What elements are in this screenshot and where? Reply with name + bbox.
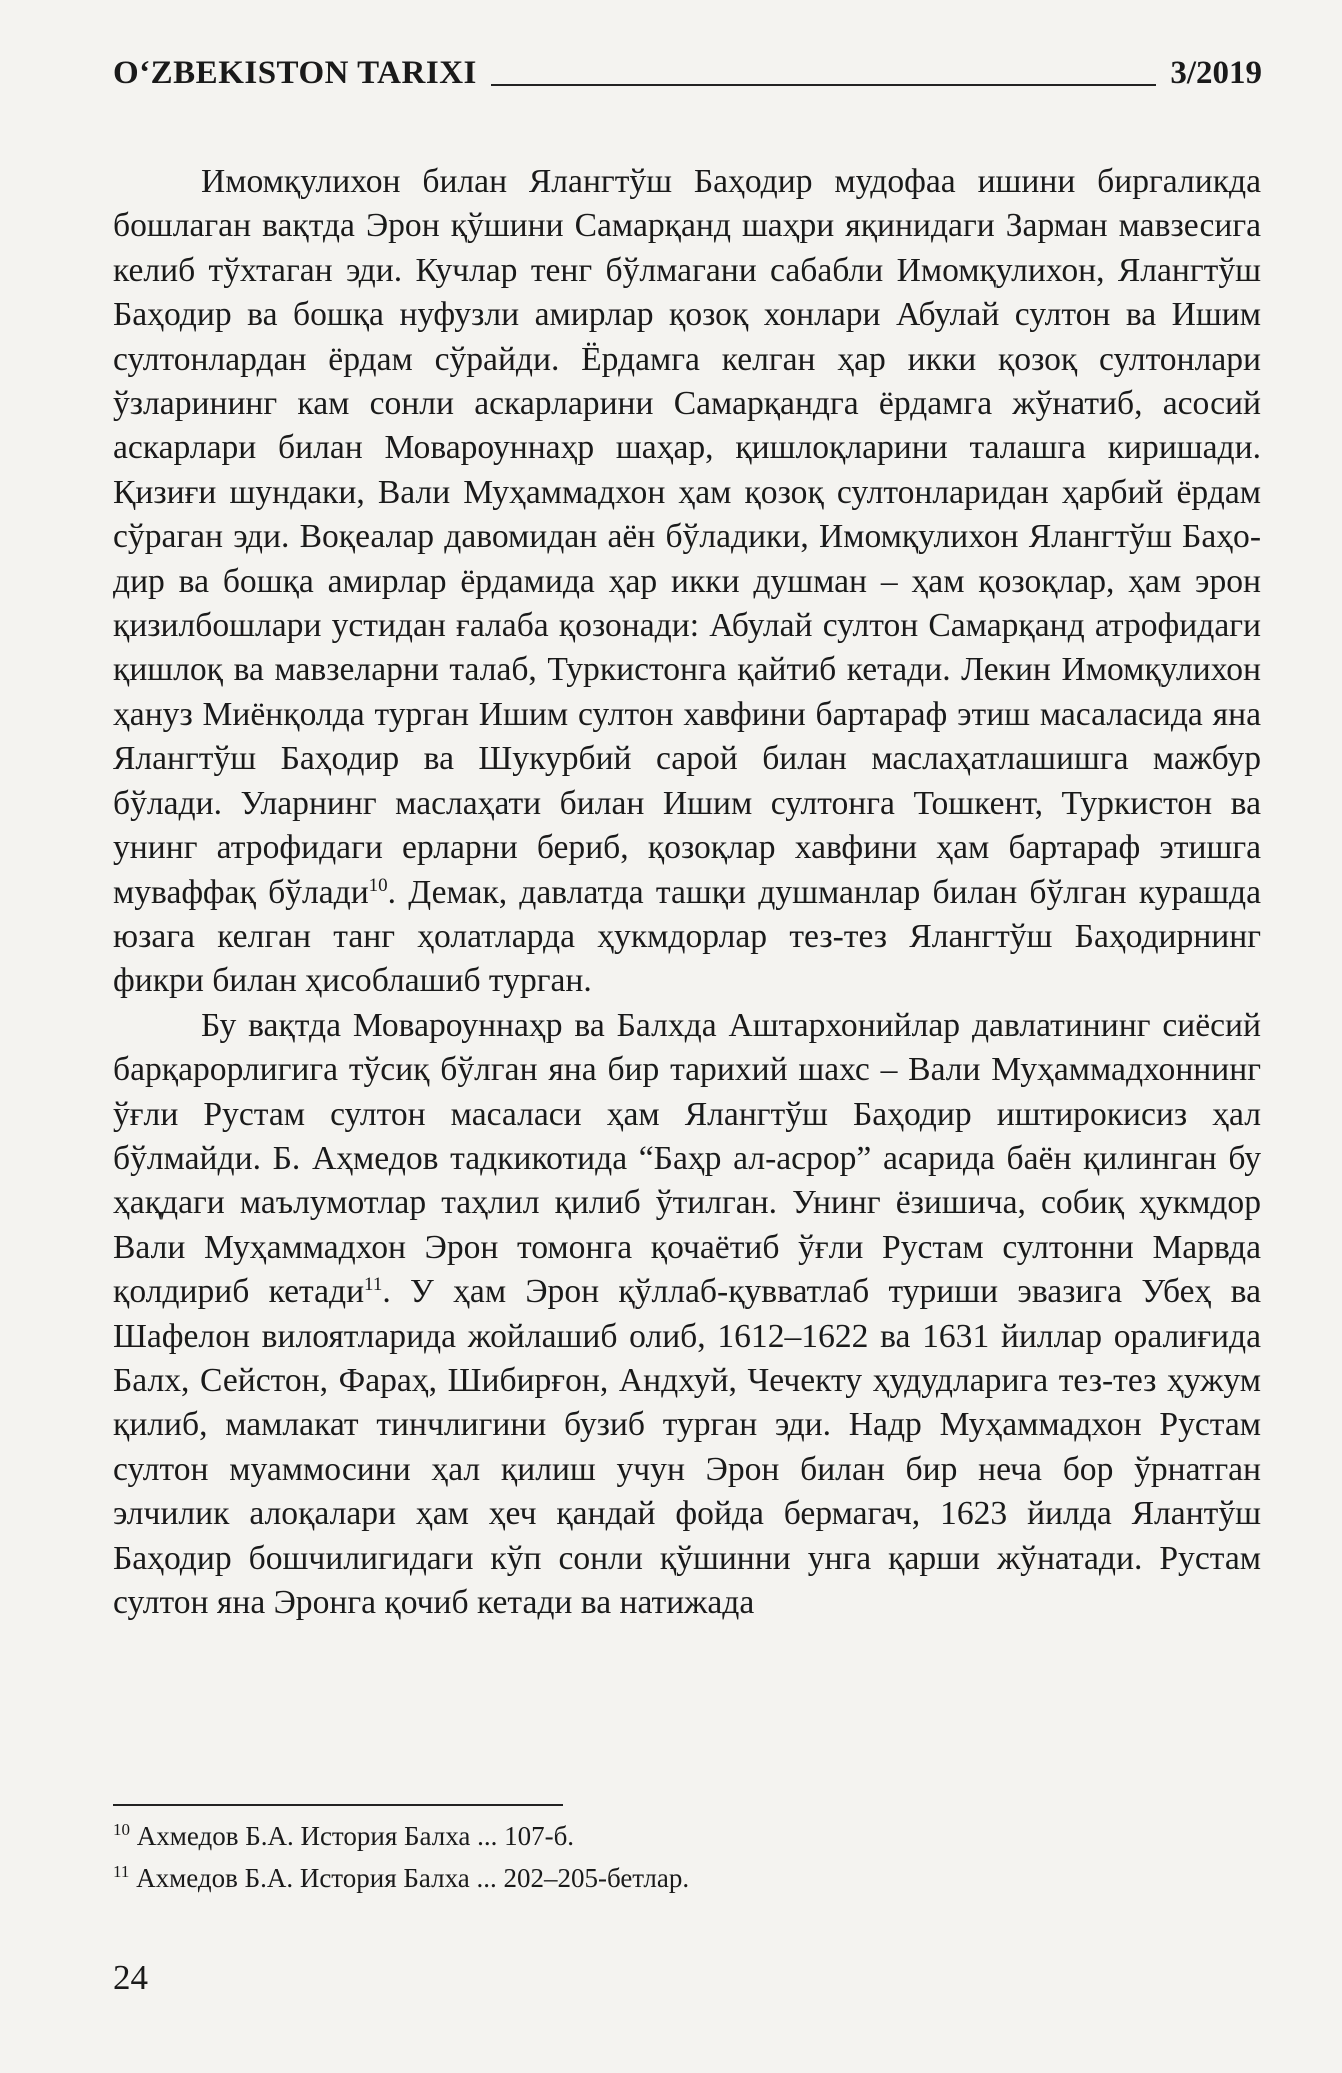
- journal-title: O‘ZBEKISTON TARIXI: [113, 55, 477, 91]
- footnote-separator: [113, 1804, 563, 1806]
- footnotes: [113, 1815, 1261, 1899]
- footnote-11: [113, 1857, 1261, 1899]
- issue-number: 3/2019: [1170, 55, 1262, 91]
- paragraph-2: [113, 1004, 1261, 1626]
- footnote-ref-11: 11: [364, 1273, 383, 1295]
- paragraph-1-text: Имомқулихон билан Ялангтўш Баҳодир мудофаа ишини биргаликда бошлаган вақтда Эрон қўшини Самарқанд шаҳри яқинидаги Зарман мавзесига келиб тўхтаган эди. Кучлар тенг бўлмагани сабабли Имомқулихон, Ялангтўш Баҳодир ва бошқа нуфузли амирлар қозоқ хонлари Абулай султон ва Ишим султонлардан ёрдам сўрайди. Ёрдамга келган ҳар икки қозоқ султонлари ўзларининг кам сонли аскарларини Самарқандга ёрдамга жўнатиб, асосий аскарлари билан Мовароуннаҳр шаҳар, қишлоқларини талашга киришади. Қизиғи шундаки, Вали Муҳаммадхон ҳам қозоқ султонларидан ҳарбий ёрдам сўраган эди. Воқеалар давомидан аён бўладики, Имомқулихон Ялангтўш Баҳодир ва бошқа амирлар ёрдамида ҳар икки душман – ҳам қозоқлар, ҳам эрон қизилбошлари устидан ғалаба қозонади: Абулай султон Самарқанд атрофидаги қишлоқ ва мавзеларни талаб, Туркистонга қайтиб кетади. Лекин Имомқулихон ҳануз Миёнқолда турган Ишим султон хавфини бартараф этиш масаласида яна Ялангтўш Баҳодир ва Шукурбий сарой билан маслаҳатлашишга мажбур бўлади. Уларнинг маслаҳати билан Ишим султонга Тошкент, Туркистон ва унинг атрофидаги ерларни бериб, қозоқлар хавфини ҳам бартараф этишга муваффақ бўлади: [113, 163, 1261, 911]
- footnote-ref-10: 10: [368, 874, 388, 896]
- footnote-text: Ахмедов Б.А. История Балха ... 202–205-бетлар.: [136, 1863, 690, 1893]
- header-rule: [491, 83, 1156, 86]
- footnote-number: 10: [113, 1820, 130, 1839]
- paragraph-2-text: Бу вақтда Мовароуннаҳр ва Балхда Аштархонийлар давлатининг сиёсий барқарорлигига тўсиқ бўлган яна бир тарихий шахс – Вали Муҳаммадхоннинг ўғли Рустам султон масаласи ҳам Ялангтўш Баҳодир иштирокисиз ҳал бўлмайди. Б. Аҳмедов тадкикотида “Баҳр ал-асрор” асарида баён қилинган бу ҳақдаги маълумотлар таҳлил қилиб ўтилган. Унинг ёзишича, собиқ ҳукмдор Вали Муҳаммадхон Эрон томонга қочаётиб ўғли Рустам султонни Марвда қолдириб кетади: [113, 1006, 1261, 1311]
- paragraph-1-text-continued: . Демак, давлатда ташқи душманлар билан бўлган курашда юзага келган танг ҳолатларда ҳукмдорлар тез-тез Ялангтўш Баҳодирнинг фикри билан ҳисоблашиб турган.: [113, 873, 1261, 1000]
- running-header: [113, 50, 1262, 90]
- footnote-text: Ахмедов Б.А. История Балха ... 107-б.: [136, 1821, 575, 1851]
- paragraph-1: [113, 160, 1261, 1004]
- footnote-10: [113, 1815, 1261, 1857]
- paragraph-2-text-continued: . У ҳам Эрон қўллаб-қувватлаб туриши эвазига Убеҳ ва Шафелон вилоятларида жойлашиб олиб, 1612–1622 ва 1631 йиллар оралиғида Балх, Сейстон, Фараҳ, Шибирғон, Андхуй, Чечекту ҳудудларига тез-тез ҳужум қилиб, мамлакат тинчлигини бузиб турган эди. Надр Муҳаммадхон Рустам султон муаммосини ҳал қилиш учун Эрон билан бир неча бор ўрнатган элчилик алоқалари ҳам ҳеч қандай фойда бермагач, 1623 йилда Ялантўш Баҳодир бошчилигидаги кўп сонли қўшинни унга қарши жўнатади. Рустам султон яна Эронга қочиб кетади ва натижада: [113, 1273, 1261, 1621]
- page-number: 24: [113, 1958, 148, 1997]
- footnote-number: 11: [113, 1862, 130, 1881]
- article-body: [113, 160, 1261, 1625]
